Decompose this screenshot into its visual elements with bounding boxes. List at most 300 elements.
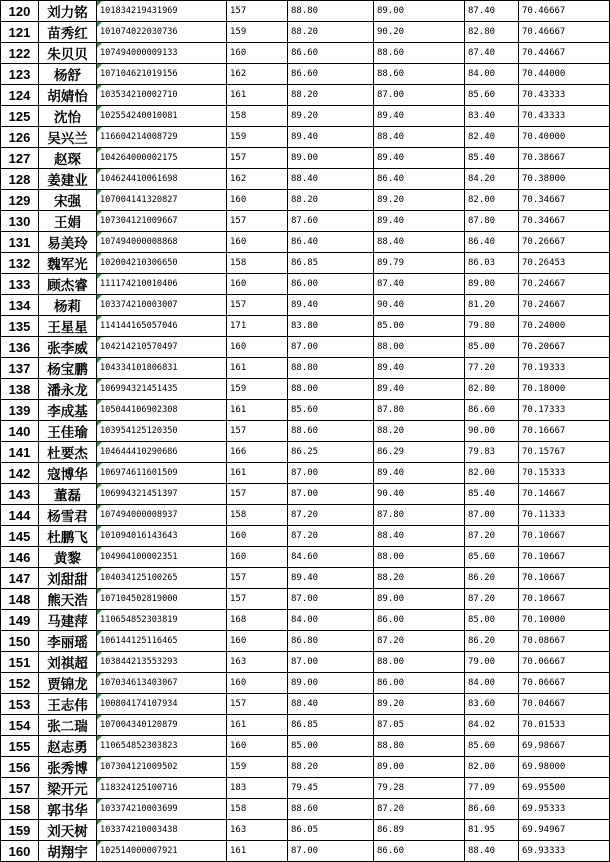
score-4-cell: 86.60 <box>465 799 519 820</box>
candidate-id-cell: 116604214008729 <box>97 127 227 148</box>
score-1-cell: 161 <box>227 715 288 736</box>
score-3-cell: 89.40 <box>374 358 465 379</box>
score-4-cell: 82.00 <box>465 463 519 484</box>
name-cell: 杨莉 <box>39 295 97 316</box>
score-2-cell: 87.60 <box>288 211 374 232</box>
score-3-cell: 90.40 <box>374 484 465 505</box>
score-4-cell: 86.03 <box>465 253 519 274</box>
table-row <box>1 610 610 631</box>
rank-cell: 140 <box>1 421 39 442</box>
total-score-cell: 70.44000 <box>519 64 610 85</box>
candidate-id-cell: 107004141320827 <box>97 190 227 211</box>
score-3-cell: 88.20 <box>374 421 465 442</box>
score-2-cell: 89.20 <box>288 106 374 127</box>
table-row <box>1 673 610 694</box>
candidate-id-cell: 104214210570497 <box>97 337 227 358</box>
name-cell: 杜要杰 <box>39 442 97 463</box>
score-1-cell: 161 <box>227 85 288 106</box>
score-4-cell: 81.20 <box>465 295 519 316</box>
table-row <box>1 190 610 211</box>
rank-cell: 131 <box>1 232 39 253</box>
table-body <box>1 1 610 862</box>
candidate-id-cell: 110654852303819 <box>97 610 227 631</box>
score-4-cell: 87.20 <box>465 589 519 610</box>
table-row <box>1 400 610 421</box>
candidate-id-cell: 103374210003438 <box>97 820 227 841</box>
total-score-cell: 70.08667 <box>519 631 610 652</box>
table-row <box>1 337 610 358</box>
name-cell: 苗秀红 <box>39 22 97 43</box>
rank-cell: 157 <box>1 778 39 799</box>
candidate-id-cell: 101094016143643 <box>97 526 227 547</box>
score-2-cell: 87.00 <box>288 589 374 610</box>
table-row <box>1 757 610 778</box>
name-cell: 沈怡 <box>39 106 97 127</box>
score-3-cell: 87.40 <box>374 274 465 295</box>
total-score-cell: 70.26667 <box>519 232 610 253</box>
score-3-cell: 89.40 <box>374 211 465 232</box>
rank-cell: 144 <box>1 505 39 526</box>
candidate-id-cell: 107104502819000 <box>97 589 227 610</box>
total-score-cell: 70.17333 <box>519 400 610 421</box>
name-cell: 王星星 <box>39 316 97 337</box>
total-score-cell: 70.38667 <box>519 148 610 169</box>
score-3-cell: 90.40 <box>374 295 465 316</box>
score-3-cell: 88.40 <box>374 232 465 253</box>
score-3-cell: 86.60 <box>374 841 465 862</box>
score-3-cell: 87.00 <box>374 85 465 106</box>
name-cell: 刘力铭 <box>39 1 97 22</box>
score-4-cell: 82.40 <box>465 127 519 148</box>
score-1-cell: 160 <box>227 736 288 757</box>
candidate-id-cell: 107034613403067 <box>97 673 227 694</box>
candidate-id-cell: 104644410290686 <box>97 442 227 463</box>
score-3-cell: 86.89 <box>374 820 465 841</box>
score-4-cell: 82.00 <box>465 757 519 778</box>
table-row <box>1 148 610 169</box>
total-score-cell: 70.10667 <box>519 589 610 610</box>
rank-cell: 123 <box>1 64 39 85</box>
total-score-cell: 70.44667 <box>519 43 610 64</box>
score-1-cell: 171 <box>227 316 288 337</box>
score-1-cell: 163 <box>227 820 288 841</box>
total-score-cell: 70.01533 <box>519 715 610 736</box>
score-2-cell: 88.00 <box>288 379 374 400</box>
table-row <box>1 820 610 841</box>
candidate-id-cell: 104904100002351 <box>97 547 227 568</box>
table-row <box>1 64 610 85</box>
name-cell: 寇博华 <box>39 463 97 484</box>
score-2-cell: 88.80 <box>288 1 374 22</box>
total-score-cell: 70.04667 <box>519 694 610 715</box>
score-4-cell: 85.40 <box>465 484 519 505</box>
score-4-cell: 77.09 <box>465 778 519 799</box>
score-3-cell: 89.00 <box>374 1 465 22</box>
score-4-cell: 85.40 <box>465 148 519 169</box>
table-row <box>1 568 610 589</box>
table-row <box>1 295 610 316</box>
table-row <box>1 547 610 568</box>
score-1-cell: 160 <box>227 43 288 64</box>
rank-cell: 124 <box>1 85 39 106</box>
table-row <box>1 1 610 22</box>
score-3-cell: 88.00 <box>374 652 465 673</box>
rank-cell: 159 <box>1 820 39 841</box>
table-row <box>1 652 610 673</box>
rank-cell: 138 <box>1 379 39 400</box>
name-cell: 朱贝贝 <box>39 43 97 64</box>
total-score-cell: 70.26453 <box>519 253 610 274</box>
candidate-id-cell: 107104621019156 <box>97 64 227 85</box>
rank-cell: 134 <box>1 295 39 316</box>
score-3-cell: 89.79 <box>374 253 465 274</box>
score-1-cell: 157 <box>227 295 288 316</box>
table-row <box>1 358 610 379</box>
total-score-cell: 70.14667 <box>519 484 610 505</box>
candidate-id-cell: 104334101806831 <box>97 358 227 379</box>
total-score-cell: 70.34667 <box>519 211 610 232</box>
score-4-cell: 81.95 <box>465 820 519 841</box>
score-1-cell: 160 <box>227 274 288 295</box>
score-4-cell: 87.80 <box>465 211 519 232</box>
name-cell: 王佳瑜 <box>39 421 97 442</box>
score-1-cell: 159 <box>227 757 288 778</box>
score-1-cell: 157 <box>227 589 288 610</box>
name-cell: 马建萍 <box>39 610 97 631</box>
total-score-cell: 70.10667 <box>519 547 610 568</box>
name-cell: 刘甜甜 <box>39 568 97 589</box>
score-3-cell: 86.00 <box>374 673 465 694</box>
candidate-id-cell: 103844213553293 <box>97 652 227 673</box>
rank-cell: 153 <box>1 694 39 715</box>
score-4-cell: 87.40 <box>465 43 519 64</box>
score-2-cell: 89.40 <box>288 568 374 589</box>
score-4-cell: 84.00 <box>465 64 519 85</box>
candidate-id-cell: 106994321451435 <box>97 379 227 400</box>
score-4-cell: 86.20 <box>465 631 519 652</box>
score-4-cell: 87.40 <box>465 1 519 22</box>
rank-cell: 156 <box>1 757 39 778</box>
name-cell: 熊天浩 <box>39 589 97 610</box>
score-2-cell: 84.00 <box>288 610 374 631</box>
score-1-cell: 161 <box>227 841 288 862</box>
score-1-cell: 162 <box>227 169 288 190</box>
candidate-id-cell: 118324125100716 <box>97 778 227 799</box>
rank-cell: 151 <box>1 652 39 673</box>
table-row <box>1 85 610 106</box>
name-cell: 赵琛 <box>39 148 97 169</box>
total-score-cell: 70.15767 <box>519 442 610 463</box>
name-cell: 易美玲 <box>39 232 97 253</box>
score-2-cell: 87.00 <box>288 337 374 358</box>
name-cell: 顾杰睿 <box>39 274 97 295</box>
candidate-id-cell: 106144125116465 <box>97 631 227 652</box>
score-1-cell: 159 <box>227 379 288 400</box>
score-1-cell: 157 <box>227 211 288 232</box>
score-1-cell: 157 <box>227 1 288 22</box>
total-score-cell: 69.98667 <box>519 736 610 757</box>
score-1-cell: 157 <box>227 484 288 505</box>
name-cell: 宋强 <box>39 190 97 211</box>
score-3-cell: 89.20 <box>374 694 465 715</box>
table-row <box>1 715 610 736</box>
score-1-cell: 159 <box>227 22 288 43</box>
rank-cell: 126 <box>1 127 39 148</box>
score-2-cell: 88.20 <box>288 22 374 43</box>
name-cell: 胡婧怡 <box>39 85 97 106</box>
score-3-cell: 87.05 <box>374 715 465 736</box>
rank-cell: 158 <box>1 799 39 820</box>
name-cell: 黄黎 <box>39 547 97 568</box>
table-row <box>1 211 610 232</box>
score-1-cell: 161 <box>227 358 288 379</box>
score-1-cell: 157 <box>227 694 288 715</box>
score-2-cell: 86.25 <box>288 442 374 463</box>
score-1-cell: 158 <box>227 505 288 526</box>
rank-cell: 143 <box>1 484 39 505</box>
total-score-cell: 70.24000 <box>519 316 610 337</box>
candidate-id-cell: 107304121009502 <box>97 757 227 778</box>
score-2-cell: 89.40 <box>288 127 374 148</box>
score-4-cell: 86.60 <box>465 400 519 421</box>
score-4-cell: 82.80 <box>465 22 519 43</box>
rank-cell: 125 <box>1 106 39 127</box>
candidate-id-cell: 110654852303823 <box>97 736 227 757</box>
score-3-cell: 89.00 <box>374 757 465 778</box>
score-3-cell: 88.20 <box>374 568 465 589</box>
table-row <box>1 631 610 652</box>
total-score-cell: 70.10000 <box>519 610 610 631</box>
score-3-cell: 88.40 <box>374 127 465 148</box>
name-cell: 刘祺超 <box>39 652 97 673</box>
name-cell: 杨宝鹏 <box>39 358 97 379</box>
rank-cell: 137 <box>1 358 39 379</box>
table-row <box>1 463 610 484</box>
table-row <box>1 169 610 190</box>
table-row <box>1 421 610 442</box>
score-1-cell: 157 <box>227 148 288 169</box>
candidate-id-cell: 103534210002710 <box>97 85 227 106</box>
score-3-cell: 88.40 <box>374 526 465 547</box>
name-cell: 董磊 <box>39 484 97 505</box>
score-4-cell: 86.20 <box>465 568 519 589</box>
score-4-cell: 90.00 <box>465 421 519 442</box>
score-4-cell: 85.60 <box>465 85 519 106</box>
score-2-cell: 88.40 <box>288 694 374 715</box>
score-2-cell: 88.80 <box>288 358 374 379</box>
table-row <box>1 379 610 400</box>
candidate-id-cell: 107494000008868 <box>97 232 227 253</box>
total-score-cell: 69.95333 <box>519 799 610 820</box>
score-1-cell: 160 <box>227 631 288 652</box>
rank-cell: 146 <box>1 547 39 568</box>
total-score-cell: 70.18000 <box>519 379 610 400</box>
score-3-cell: 90.20 <box>374 22 465 43</box>
table-row <box>1 526 610 547</box>
rank-cell: 129 <box>1 190 39 211</box>
score-2-cell: 86.85 <box>288 715 374 736</box>
table-row <box>1 274 610 295</box>
table-row <box>1 589 610 610</box>
name-cell: 魏军光 <box>39 253 97 274</box>
score-1-cell: 163 <box>227 652 288 673</box>
name-cell: 赵志勇 <box>39 736 97 757</box>
table-row <box>1 43 610 64</box>
total-score-cell: 70.46667 <box>519 22 610 43</box>
rank-cell: 139 <box>1 400 39 421</box>
rank-cell: 149 <box>1 610 39 631</box>
name-cell: 杨雪君 <box>39 505 97 526</box>
score-2-cell: 88.60 <box>288 421 374 442</box>
score-2-cell: 84.60 <box>288 547 374 568</box>
candidate-id-cell: 104034125100265 <box>97 568 227 589</box>
score-3-cell: 88.60 <box>374 64 465 85</box>
score-4-cell: 89.00 <box>465 274 519 295</box>
name-cell: 姜建业 <box>39 169 97 190</box>
score-4-cell: 85.60 <box>465 736 519 757</box>
rank-cell: 150 <box>1 631 39 652</box>
score-2-cell: 86.80 <box>288 631 374 652</box>
rank-cell: 136 <box>1 337 39 358</box>
score-4-cell: 82.00 <box>465 190 519 211</box>
candidate-id-cell: 103374210003007 <box>97 295 227 316</box>
score-1-cell: 183 <box>227 778 288 799</box>
total-score-cell: 70.06667 <box>519 652 610 673</box>
rank-cell: 128 <box>1 169 39 190</box>
score-4-cell: 79.80 <box>465 316 519 337</box>
name-cell: 王志伟 <box>39 694 97 715</box>
score-2-cell: 86.60 <box>288 64 374 85</box>
score-4-cell: 83.60 <box>465 694 519 715</box>
score-1-cell: 160 <box>227 190 288 211</box>
candidate-id-cell: 102514000007921 <box>97 841 227 862</box>
rank-cell: 135 <box>1 316 39 337</box>
score-3-cell: 87.20 <box>374 799 465 820</box>
score-3-cell: 87.20 <box>374 631 465 652</box>
candidate-id-cell: 100804174107934 <box>97 694 227 715</box>
name-cell: 张秀博 <box>39 757 97 778</box>
score-2-cell: 88.40 <box>288 169 374 190</box>
name-cell: 张李威 <box>39 337 97 358</box>
candidate-id-cell: 107004340120879 <box>97 715 227 736</box>
table-row <box>1 484 610 505</box>
score-3-cell: 85.00 <box>374 316 465 337</box>
rank-cell: 141 <box>1 442 39 463</box>
name-cell: 贾锦龙 <box>39 673 97 694</box>
rank-cell: 152 <box>1 673 39 694</box>
total-score-cell: 70.38000 <box>519 169 610 190</box>
score-2-cell: 83.80 <box>288 316 374 337</box>
total-score-cell: 70.06667 <box>519 673 610 694</box>
candidate-id-cell: 107494000009133 <box>97 43 227 64</box>
score-1-cell: 166 <box>227 442 288 463</box>
rank-cell: 147 <box>1 568 39 589</box>
score-3-cell: 86.29 <box>374 442 465 463</box>
total-score-cell: 69.93333 <box>519 841 610 862</box>
score-1-cell: 158 <box>227 799 288 820</box>
total-score-cell: 70.10667 <box>519 568 610 589</box>
score-2-cell: 87.20 <box>288 526 374 547</box>
total-score-cell: 70.15333 <box>519 463 610 484</box>
candidate-id-cell: 102554240010081 <box>97 106 227 127</box>
score-2-cell: 89.00 <box>288 673 374 694</box>
score-1-cell: 160 <box>227 232 288 253</box>
total-score-cell: 70.40000 <box>519 127 610 148</box>
name-cell: 郭书华 <box>39 799 97 820</box>
rank-cell: 132 <box>1 253 39 274</box>
candidate-id-cell: 107494000008937 <box>97 505 227 526</box>
rank-cell: 130 <box>1 211 39 232</box>
score-3-cell: 89.00 <box>374 589 465 610</box>
rank-cell: 122 <box>1 43 39 64</box>
total-score-cell: 70.16667 <box>519 421 610 442</box>
score-2-cell: 87.00 <box>288 484 374 505</box>
score-4-cell: 84.20 <box>465 169 519 190</box>
score-2-cell: 89.40 <box>288 295 374 316</box>
name-cell: 杨舒 <box>39 64 97 85</box>
total-score-cell: 69.98000 <box>519 757 610 778</box>
score-1-cell: 160 <box>227 526 288 547</box>
score-2-cell: 86.85 <box>288 253 374 274</box>
rank-cell: 142 <box>1 463 39 484</box>
total-score-cell: 70.10667 <box>519 526 610 547</box>
candidate-id-cell: 106994321451397 <box>97 484 227 505</box>
name-cell: 李丽瑶 <box>39 631 97 652</box>
rank-cell: 155 <box>1 736 39 757</box>
score-1-cell: 159 <box>227 127 288 148</box>
score-2-cell: 87.00 <box>288 841 374 862</box>
total-score-cell: 70.24667 <box>519 295 610 316</box>
score-4-cell: 77.20 <box>465 358 519 379</box>
candidate-id-cell: 102004210306650 <box>97 253 227 274</box>
score-3-cell: 89.40 <box>374 148 465 169</box>
score-2-cell: 79.45 <box>288 778 374 799</box>
score-1-cell: 162 <box>227 64 288 85</box>
table-row <box>1 799 610 820</box>
total-score-cell: 69.94967 <box>519 820 610 841</box>
candidate-id-cell: 104624410061698 <box>97 169 227 190</box>
score-2-cell: 85.00 <box>288 736 374 757</box>
score-4-cell: 83.40 <box>465 106 519 127</box>
score-2-cell: 87.00 <box>288 463 374 484</box>
score-1-cell: 161 <box>227 463 288 484</box>
score-1-cell: 160 <box>227 337 288 358</box>
score-1-cell: 158 <box>227 253 288 274</box>
score-3-cell: 87.80 <box>374 400 465 421</box>
score-4-cell: 82.80 <box>465 379 519 400</box>
score-2-cell: 88.20 <box>288 85 374 106</box>
table-row <box>1 127 610 148</box>
score-2-cell: 86.00 <box>288 274 374 295</box>
rank-cell: 160 <box>1 841 39 862</box>
score-2-cell: 89.00 <box>288 148 374 169</box>
score-3-cell: 86.40 <box>374 169 465 190</box>
score-4-cell: 84.00 <box>465 673 519 694</box>
name-cell: 吴兴兰 <box>39 127 97 148</box>
total-score-cell: 69.95500 <box>519 778 610 799</box>
total-score-cell: 70.43333 <box>519 106 610 127</box>
total-score-cell: 70.20667 <box>519 337 610 358</box>
candidate-id-cell: 103954125120350 <box>97 421 227 442</box>
candidate-id-cell: 101074022030736 <box>97 22 227 43</box>
table-row <box>1 736 610 757</box>
score-2-cell: 87.00 <box>288 652 374 673</box>
candidate-id-cell: 114144165057046 <box>97 316 227 337</box>
total-score-cell: 70.34667 <box>519 190 610 211</box>
score-4-cell: 79.83 <box>465 442 519 463</box>
score-4-cell: 87.20 <box>465 526 519 547</box>
total-score-cell: 70.43333 <box>519 85 610 106</box>
